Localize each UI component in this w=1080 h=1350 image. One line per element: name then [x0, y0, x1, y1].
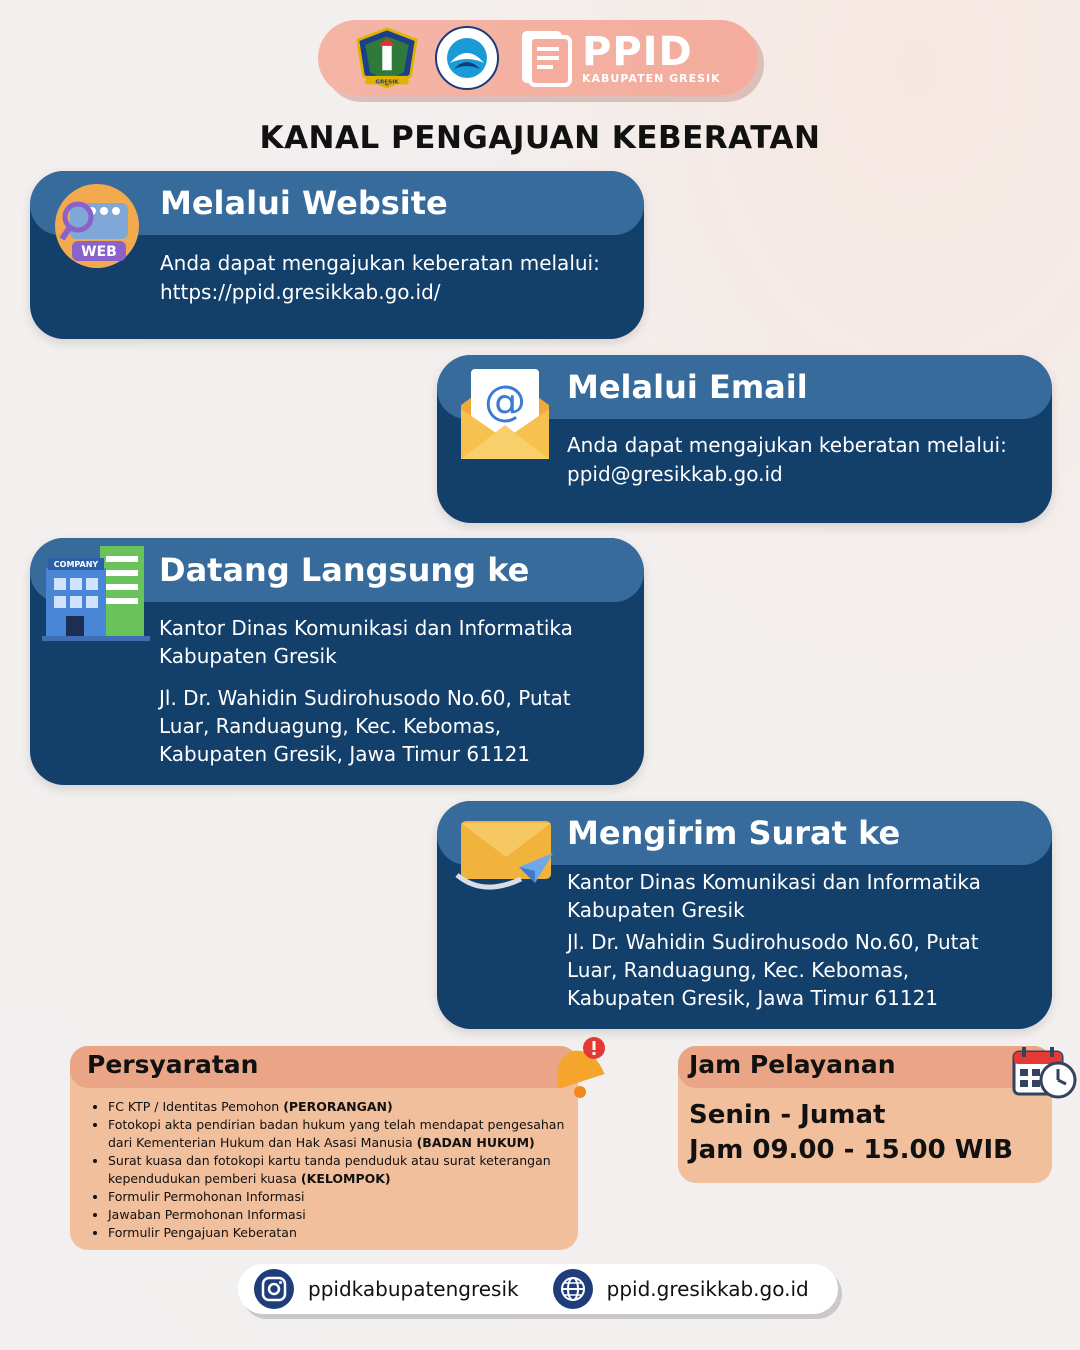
office-address: Jl. Dr. Wahidin Sudirohusodo No.60, Putat	[159, 686, 571, 710]
email-envelope-icon	[457, 359, 553, 469]
list-item: • Surat kuasa dan fotokopi kartu tanda penduduk atau surat keterangan kependudukan pemberi kuasa (KELOMPOK)	[108, 1152, 568, 1188]
office-name: Kabupaten Gresik	[567, 898, 745, 922]
office-address: Luar, Randuagung, Kec. Kebomas,	[159, 714, 502, 738]
svg-text:@: @	[484, 376, 526, 425]
card-text: Anda dapat mengajukan keberatan melalui:	[567, 433, 1007, 457]
ppid-subtitle: KABUPATEN GRESIK	[582, 71, 721, 85]
website-link[interactable]: https://ppid.gresikkab.go.id/	[160, 280, 441, 304]
web-icon-label: WEB	[81, 244, 117, 260]
list-item: • Formulir Permohonan Informasi	[108, 1188, 568, 1206]
office-address: Kabupaten Gresik, Jawa Timur 61121	[567, 986, 939, 1010]
kominfo-logo	[434, 25, 500, 91]
list-item: • Formulir Pengajuan Keberatan	[108, 1224, 568, 1242]
office-address: Luar, Randuagung, Kec. Kebomas,	[567, 958, 910, 982]
ppid-logo	[520, 29, 721, 87]
office-name: Kantor Dinas Komunikasi dan Informatika	[159, 616, 573, 640]
instagram-handle: ppidkabupatengresik	[308, 1277, 519, 1301]
office-name: Kabupaten Gresik	[159, 644, 337, 668]
globe-icon	[553, 1269, 593, 1309]
requirements-title: Persyaratan	[87, 1050, 259, 1079]
header-logo-bar	[318, 20, 758, 96]
office-building-icon	[42, 544, 150, 646]
requirements-panel	[70, 1046, 578, 1250]
office-address: Jl. Dr. Wahidin Sudirohusodo No.60, Putat	[567, 930, 979, 954]
gresik-regency-emblem	[354, 25, 420, 91]
page-title: KANAL PENGAJUAN KEBERATAN	[259, 120, 821, 156]
service-time: Jam 09.00 - 15.00 WIB	[689, 1135, 1013, 1165]
list-item: • Jawaban Permohonan Informasi	[108, 1206, 568, 1224]
card-email	[437, 355, 1052, 523]
emblem-caption: GRESIK	[375, 79, 399, 86]
office-name: Kantor Dinas Komunikasi dan Informatika	[567, 870, 981, 894]
email-link[interactable]: ppid@gresikkab.go.id	[567, 462, 783, 486]
requirements-list	[108, 1098, 568, 1242]
web-icon	[52, 181, 142, 275]
document-icon	[520, 29, 572, 87]
list-item: • Fotokopi akta pendirian badan hukum yang telah mendapat pengesahan dari Kementerian Hukum dan Hak Asasi Manusia (BADAN HUKUM)	[108, 1116, 568, 1152]
social-footer	[238, 1264, 838, 1314]
service-days: Senin - Jumat	[689, 1100, 886, 1130]
card-title: Datang Langsung ke	[159, 551, 530, 589]
card-title: Melalui Email	[567, 368, 808, 406]
bell-notification-icon	[544, 1036, 614, 1104]
hours-title: Jam Pelayanan	[689, 1050, 896, 1079]
ppid-title: PPID	[582, 28, 693, 75]
service-hours-panel	[678, 1046, 1052, 1183]
instagram-link[interactable]	[254, 1269, 519, 1309]
card-website	[30, 171, 644, 339]
calendar-clock-icon	[1010, 1044, 1078, 1104]
card-title: Melalui Website	[160, 184, 448, 222]
card-visit-office	[30, 538, 644, 785]
office-address: Kabupaten Gresik, Jawa Timur 61121	[159, 742, 531, 766]
instagram-icon	[254, 1269, 294, 1309]
card-title: Mengirim Surat ke	[567, 814, 901, 852]
website-footer-link[interactable]	[553, 1269, 809, 1309]
list-item: • FC KTP / Identitas Pemohon (PERORANGAN)	[108, 1098, 568, 1116]
card-text: Anda dapat mengajukan keberatan melalui:	[160, 251, 600, 275]
card-send-letter	[437, 801, 1052, 1029]
company-sign: COMPANY	[53, 560, 99, 569]
website-url: ppid.gresikkab.go.id	[606, 1277, 809, 1301]
letter-send-icon	[453, 817, 557, 901]
